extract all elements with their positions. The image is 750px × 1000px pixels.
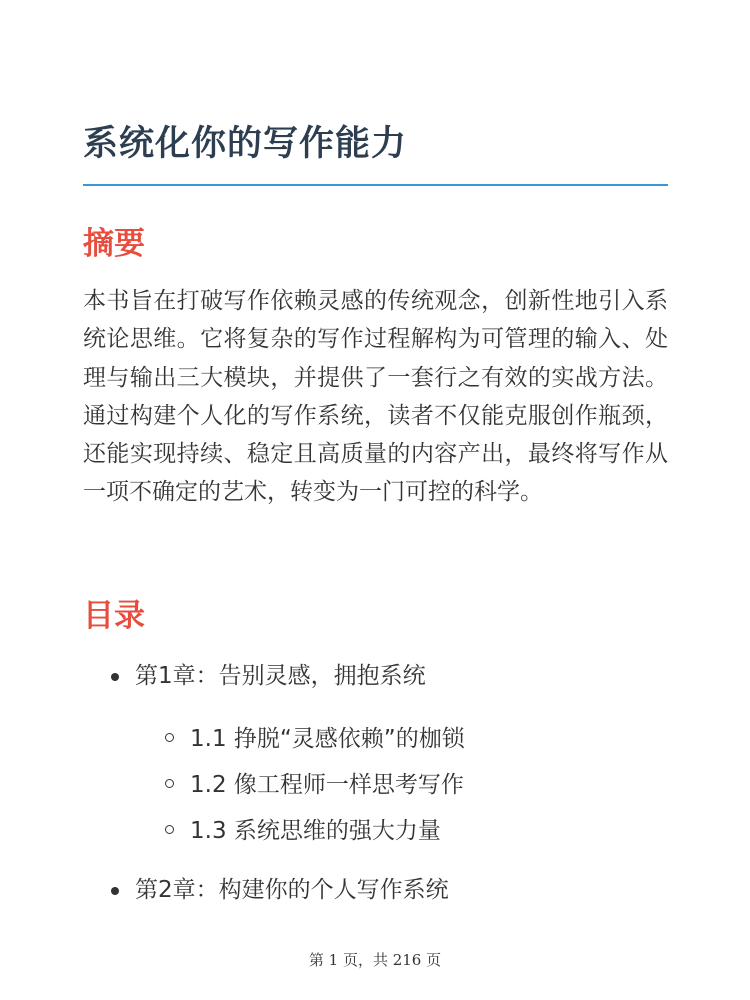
- toc-heading: 目录: [83, 598, 145, 634]
- hollow-bullet-icon: [165, 733, 174, 742]
- abstract-body: 本书旨在打破写作依赖灵感的传统观念，创新性地引入系统论思维。它将复杂的写作过程解构为可管理的输入、处理与输出三大模块，并提供了一套行之有效的实战方法。通过构建个人化的写作系统，读者不仅能克服创作瓶颈，还能实现持续、稳定且高质量的内容产出，最终将写作从一项不确定的艺术，转变为一门可控的科学。: [83, 288, 668, 506]
- bullet-icon: [111, 673, 119, 681]
- toc-chapter-2[interactable]: [83, 870, 668, 910]
- chapter-1-sections: [135, 716, 668, 854]
- table-of-contents: [83, 656, 668, 910]
- toc-section-1-1[interactable]: [135, 716, 668, 762]
- page-footer: 第 1 页，共 216 页: [308, 951, 442, 969]
- section-title[interactable]: 1.3 系统思维的强大力量: [190, 818, 441, 844]
- book-title: 系统化你的写作能力: [83, 124, 408, 164]
- section-title[interactable]: 1.2 像工程师一样思考写作: [190, 772, 464, 798]
- chapter-title[interactable]: 第2章：构建你的个人写作系统: [135, 877, 449, 903]
- abstract-heading: 摘要: [83, 226, 145, 262]
- section-title[interactable]: 1.1 挣脱“灵感依赖”的枷锁: [190, 726, 465, 752]
- toc-section-1-3[interactable]: [135, 808, 668, 854]
- chapter-title[interactable]: 第1章：告别灵感，拥抱系统: [135, 663, 426, 689]
- hollow-bullet-icon: [165, 825, 174, 834]
- hollow-bullet-icon: [165, 779, 174, 788]
- toc-section-1-2[interactable]: [135, 762, 668, 808]
- toc-chapter-1[interactable]: [83, 656, 668, 854]
- bullet-icon: [111, 887, 119, 895]
- title-divider: [83, 184, 668, 186]
